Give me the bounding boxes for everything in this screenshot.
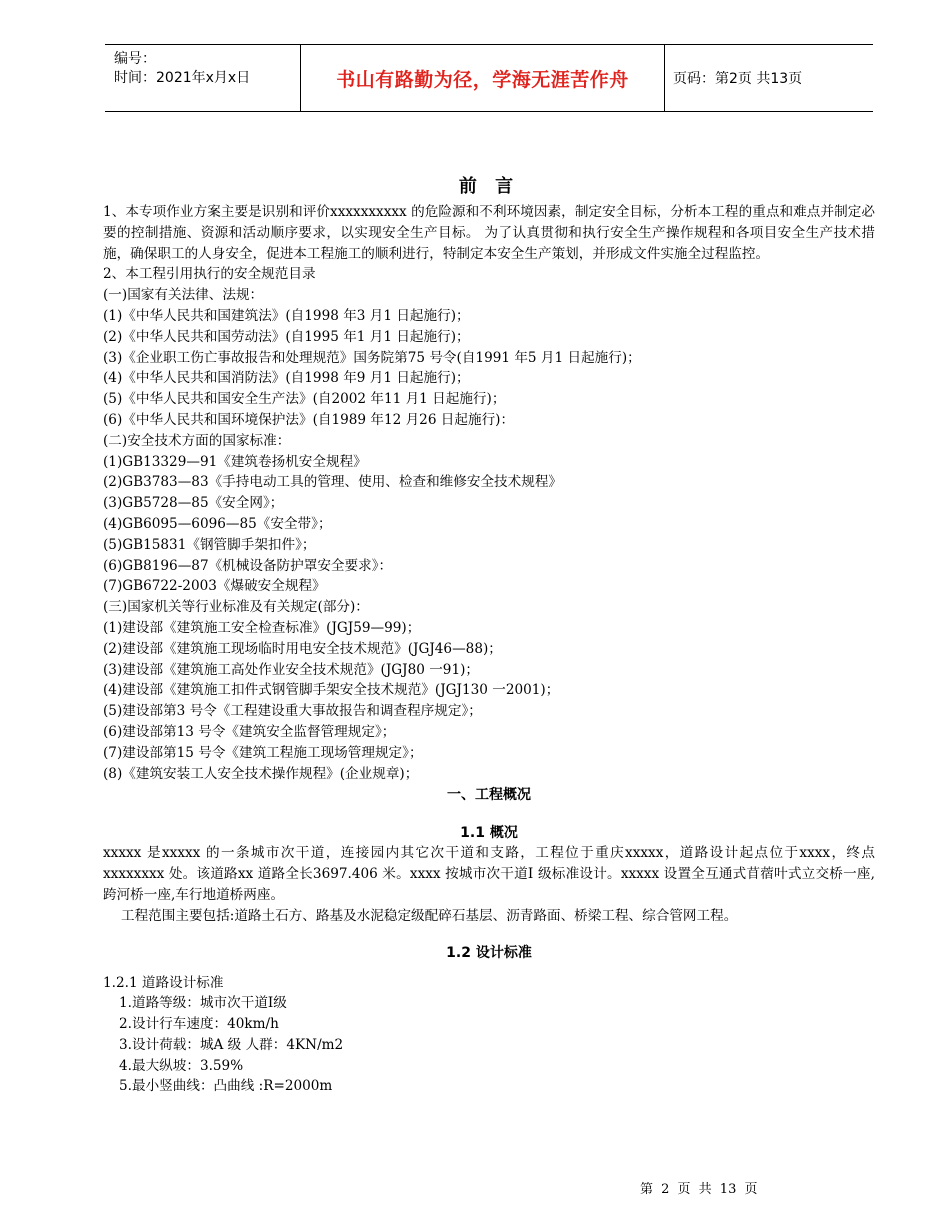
section-heading-1-1: 1.1 概况 (460, 825, 518, 842)
list-item: (8)《建筑安装工人安全技术操作规程》(企业规章)； (103, 765, 419, 782)
list-item: (4)《中华人民共和国消防法》(自1998 年9 月1 日起施行)； (103, 370, 470, 387)
subsection-heading-1-2-1: 1.2.1 道路设计标准 (103, 974, 224, 991)
doc-date: 时间：2021年x月x日 (114, 70, 251, 86)
section-heading-overview: 一、工程概况 (447, 787, 531, 804)
list-item: (2)GB3783—83《手持电动工具的管理、使用、检查和维修安全技术规程》 (103, 474, 563, 491)
standards-list-heading: 2、本工程引用执行的安全规范目录 (103, 266, 316, 283)
list-item: (4)建设部《建筑施工扣件式钢管脚手架安全技术规范》(JGJ130 一2001)； (103, 682, 560, 699)
header-middle-cell (301, 45, 665, 111)
list-item: (5)建设部第3 号令《工程建设重大事故报告和调查程序规定》； (103, 703, 482, 720)
list-item: (3)建设部《建筑施工高处作业安全技术规范》(JGJ80 一91)； (103, 661, 480, 678)
doc-code-label: 编号： (114, 51, 156, 67)
list-item: (5)《中华人民共和国安全生产法》(自2002 年11 月1 日起施行)； (103, 391, 506, 408)
group-heading: (三)国家机关等行业标准及有关规定(部分)： (103, 599, 369, 616)
list-item: (7)建设部第15 号令《建筑工程施工现场管理规定》； (103, 744, 423, 761)
list-item: (6)GB8196—87《机械设备防护罩安全要求》： (103, 557, 393, 574)
header-left-cell (105, 45, 301, 111)
list-item: (1)GB13329—91《建筑卷扬机安全规程》 (103, 453, 367, 470)
list-item: (5)GB15831《钢管脚手架扣件》； (103, 536, 316, 553)
preface-title: 前 言 (458, 176, 520, 197)
overview-paragraph: xxxxx 是xxxxx 的一条城市次干道，连接园内其它次干道和支路，工程位于重庆xxxxx，道路设计起点位于xxxx，终点xxxxxxxx 处。该道路xx 道路全长3697.406 米。xxxx 按城市次干道Ⅰ 级标准设计。xxxxx 设置全互通式苜蓿叶式立交桥一座,跨河桥一座,车行地道桥两座。 (103, 845, 875, 903)
document-body (103, 174, 875, 1097)
section-heading-1-2: 1.2 设计标准 (446, 944, 532, 961)
list-item: (6)建设部第13 号令《建筑安全监督管理规定》； (103, 723, 396, 740)
list-item: (1)《中华人民共和国建筑法》(自1998 年3 月1 日起施行)； (103, 307, 470, 324)
list-item: (4)GB6095—6096—85《安全带》； (103, 515, 332, 532)
header-motto: 书山有路勤为径，学海无涯苦作舟 (336, 68, 629, 91)
page-footer: 第 2 页 共 13 页 (640, 1182, 758, 1197)
scope-paragraph: 工程范围主要包括:道路土石方、路基及水泥稳定级配碎石基层、沥青路面、桥梁工程、综合管网工程。 (121, 907, 738, 924)
intro-paragraph: 1、本专项作业方案主要是识别和评价xxxxxxxxxx 的危险源和不利环境因素，制定安全目标，分析本工程的重点和难点并制定必要的控制措施、资源和活动顺序要求，以实现安全生产目标。 为了认真贯彻和执行安全生产操作规程和各项目安全生产技术措施，确保职工的人身安全，促进本工程施工的顺利进行，特制定本安全生产策划，并形成文件实施全过程监控。 (103, 204, 875, 262)
group-heading: (二)安全技术方面的国家标准： (103, 432, 291, 449)
group-heading: (一)国家有关法律、法规： (103, 287, 264, 304)
list-item: (6)《中华人民共和国环境保护法》(自1989 年12 月26 日起施行)： (103, 411, 515, 428)
design-standard-item: 3.设计荷载：城A 级 人群：4KN/m2 (119, 1036, 344, 1053)
list-item: (7)GB6722-2003《爆破安全规程》 (103, 578, 326, 595)
design-standard-item: 2.设计行车速度：40km/h (119, 1016, 279, 1033)
list-item: (2)建设部《建筑施工现场临时用电安全技术规范》(JGJ46—88)； (103, 640, 502, 657)
list-item: (3)GB5728—85《安全网》； (103, 495, 284, 512)
list-item: (2)《中华人民共和国劳动法》(自1995 年1 月1 日起施行)； (103, 328, 470, 345)
header-page-info: 页码：第2页 共13页 (673, 71, 803, 87)
page-header (105, 44, 873, 112)
design-standard-item: 4.最大纵坡：3.59% (119, 1057, 244, 1074)
design-standard-item: 5.最小竖曲线：凸曲线 :R=2000m (119, 1078, 333, 1095)
list-item: (3)《企业职工伤亡事故报告和处理规范》国务院第75 号令(自1991 年5 月1 日起施行)； (103, 349, 641, 366)
list-item: (1)建设部《建筑施工安全检查标准》(JGJ59—99)； (103, 619, 421, 636)
header-right-cell (665, 45, 873, 111)
design-standard-item: 1.道路等级：城市次干道Ⅰ级 (119, 995, 287, 1012)
